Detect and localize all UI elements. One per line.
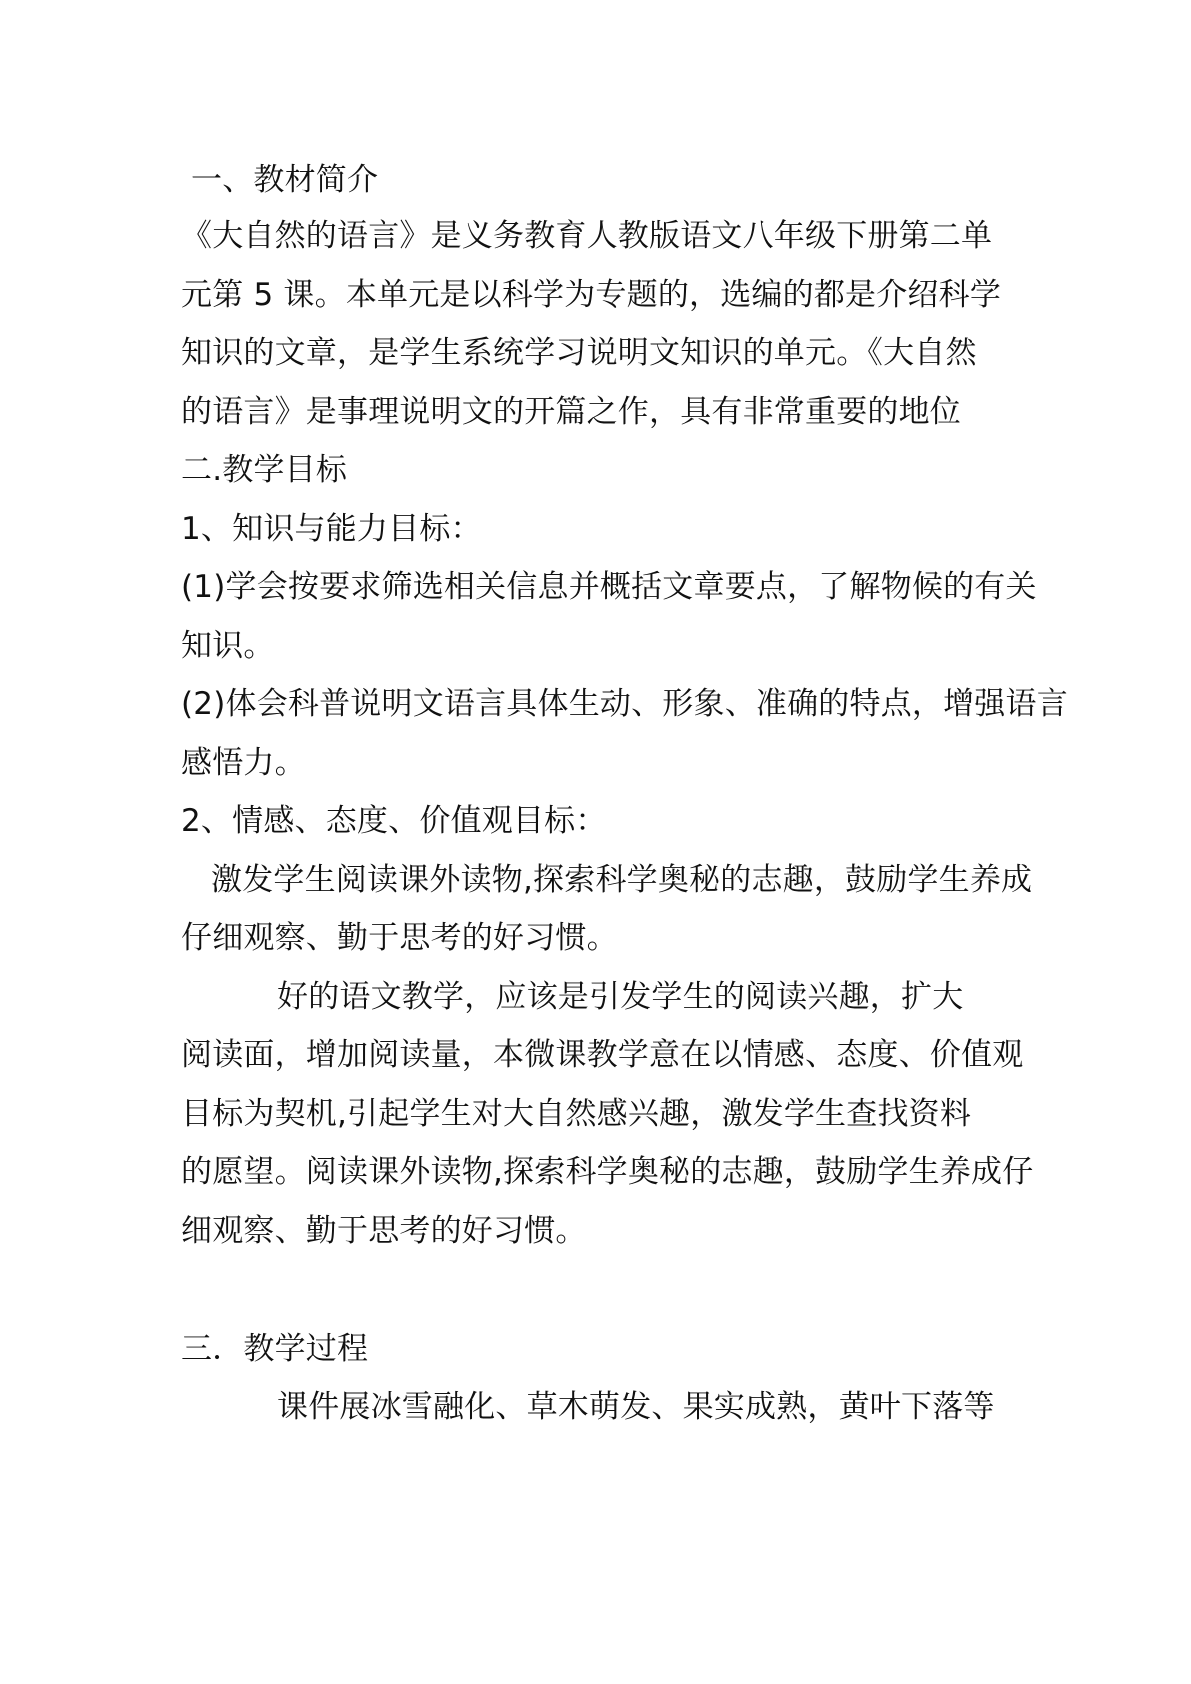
paragraph-line: 好的语文教学，应该是引发学生的阅读兴趣，扩大 bbox=[277, 979, 964, 1015]
section-heading-2: 二.教学目标 bbox=[181, 452, 348, 488]
section-heading-1: 一、教材简介 bbox=[191, 162, 379, 198]
subheading: 1、知识与能力目标： bbox=[181, 511, 482, 547]
paragraph-line: 《大自然的语言》是义务教育人教版语文八年级下册第二单 bbox=[181, 218, 993, 254]
paragraph-line: 课件展冰雪融化、草木萌发、果实成熟，黄叶下落等 bbox=[277, 1389, 995, 1425]
paragraph-line: 的语言》是事理说明文的开篇之作，具有非常重要的地位 bbox=[181, 394, 961, 430]
paragraph-line: 知识的文章，是学生系统学习说明文知识的单元。《大自然 bbox=[181, 335, 977, 371]
list-item-line: 知识。 bbox=[181, 628, 275, 664]
paragraph-line: 阅读面，增加阅读量，本微课教学意在以情感、态度、价值观 bbox=[181, 1037, 1024, 1073]
list-item-line: (2)体会科普说明文语言具体生动、形象、准确的特点，增强语言 bbox=[181, 686, 1068, 722]
subheading: 2、情感、态度、价值观目标： bbox=[181, 803, 607, 839]
paragraph-line: 细观察、勤于思考的好习惯。 bbox=[181, 1213, 587, 1249]
paragraph-line: 激发学生阅读课外读物,探索科学奥秘的志趣，鼓励学生养成 bbox=[211, 862, 1033, 898]
paragraph-line: 的愿望。阅读课外读物,探索科学奥秘的志趣，鼓励学生养成仔 bbox=[181, 1154, 1034, 1190]
paragraph-line: 目标为契机,引起学生对大自然感兴趣，激发学生查找资料 bbox=[181, 1096, 972, 1132]
section-heading-3: 三．教学过程 bbox=[181, 1331, 369, 1367]
paragraph-line: 元第 5 课。本单元是以科学为专题的，选编的都是介绍科学 bbox=[181, 277, 1002, 313]
list-item-line: 感悟力。 bbox=[181, 745, 306, 781]
paragraph-line: 仔细观察、勤于思考的好习惯。 bbox=[181, 920, 618, 956]
list-item-line: (1)学会按要求筛选相关信息并概括文章要点，了解物候的有关 bbox=[181, 569, 1037, 605]
